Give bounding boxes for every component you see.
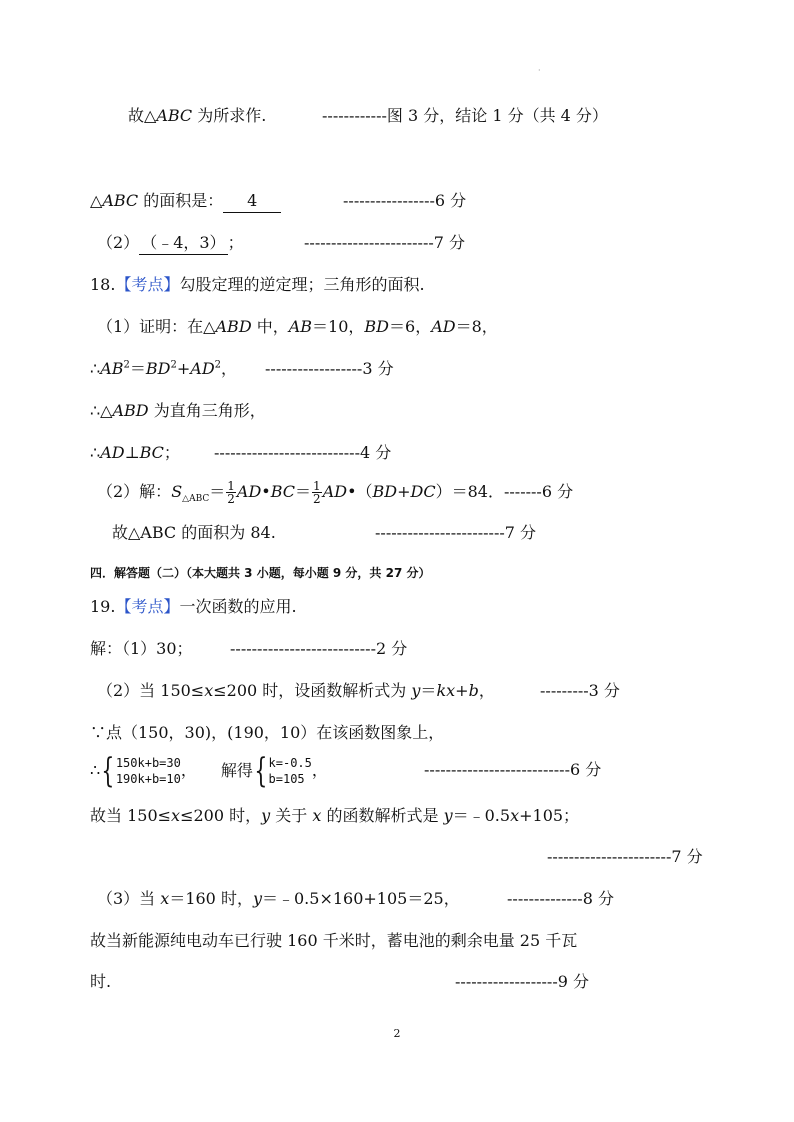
topic-text: 一次函数的应用. [179, 597, 297, 616]
line-proof-given: （1）证明：在△ABD 中，AB＝10，BD＝6，AD＝8， [97, 317, 498, 336]
line-answer-2: （2）当 150≤x≤200 时，设函数解析式为 y＝kx+b， [97, 681, 495, 700]
topic-tag: 【考点】 [115, 597, 180, 616]
score-note: ---------------------------4 分 [214, 443, 392, 462]
question-number: 19. [90, 597, 116, 616]
fraction: $\frac{1}{2}$ [227, 479, 235, 506]
line-system: ∴{ 150k+b=30 190k+b=10 ， 解得{ k=-0.5 b=105 ， [90, 750, 328, 791]
line-part2 [97, 232, 244, 255]
text: 为所求作. [192, 106, 267, 125]
text: △ [90, 191, 103, 210]
text: 故△ [128, 106, 157, 125]
text: ； [227, 233, 244, 252]
solution-system: k=-0.5 b=105 [268, 755, 312, 786]
line-conclusion-19: 故当新能源纯电动车已行驶 160 千米时，蓄电池的剩余电量 25 千瓦 [90, 931, 578, 950]
line-right-triangle: ∴△ABD 为直角三角形， [90, 401, 266, 420]
score-note: ---------3 分 [540, 681, 620, 700]
score-note: ---------------------------2 分 [230, 639, 408, 658]
line-conclusion-19-end: 时. [90, 972, 112, 991]
text: （2） [97, 233, 140, 252]
line-conclusion [128, 105, 266, 127]
score-note: -----------------6 分 [343, 191, 467, 210]
answer-blank: （﹣4，3） [139, 232, 227, 255]
line-area-result: 故△ABC 的面积为 84. [112, 523, 276, 542]
topic-text: 勾股定理的逆定理；三角形的面积. [179, 275, 425, 294]
line-pythagoras: $\therefore AB^2=BD^2+AD^2$， [90, 359, 238, 378]
line-answer-1: 解：（1）30； [90, 639, 193, 658]
equation-system: 150k+b=30 190k+b=10 [115, 755, 181, 786]
line-expression: 故当 150≤x≤200 时，y 关于 x 的函数解析式是 y＝﹣0.5x+105； [90, 806, 580, 825]
brace: { [254, 750, 268, 791]
score-note: ---------------------------6 分 [424, 760, 602, 779]
score-note: --------------8 分 [507, 889, 614, 908]
line-perpendicular: ∴AD⊥BC； [90, 443, 180, 462]
math-var: ABC [156, 106, 193, 125]
page-number: 2 [393, 1027, 401, 1040]
line-area-calc: （2）解：$S_{\triangle ABC}=$ $\frac{1}{2}$ AD•BC＝ $\frac{1}{2}$ AD•（BD+DC）＝84．-------6 分 [97, 479, 574, 506]
line-answer-3: （3）当 x＝160 时，y＝﹣0.5×160+105＝25， [97, 889, 460, 908]
question-number: 18. [90, 275, 116, 294]
fraction: $\frac{1}{2}$ [313, 479, 321, 506]
score-note: -----------------------7 分 [547, 847, 703, 866]
score-note: ------------------3 分 [265, 359, 394, 378]
line-points: ∵点（150，30)，(190，10）在该函数图象上， [90, 723, 445, 742]
section-heading: 四．解答题（二）（本大题共 3 小题，每小题 9 分，共 27 分） [90, 566, 431, 580]
score-note: -------6 分 [503, 482, 574, 501]
score-note: -------------------9 分 [455, 972, 589, 991]
score-note: ------------------------7 分 [304, 233, 466, 252]
question-18-header [90, 274, 425, 296]
score-note: ------------图 3 分，结论 1 分（共 4 分） [322, 106, 608, 125]
brace: { [101, 750, 115, 791]
topic-tag: 【考点】 [115, 275, 180, 294]
text: 的面积是： [138, 191, 224, 210]
score-note: ------------------------7 分 [375, 523, 537, 542]
math-var: ABC [102, 191, 139, 210]
question-19-header [90, 596, 297, 618]
scan-dot: · [538, 66, 541, 75]
line-area [90, 190, 281, 213]
answer-blank: 4 [223, 190, 281, 213]
